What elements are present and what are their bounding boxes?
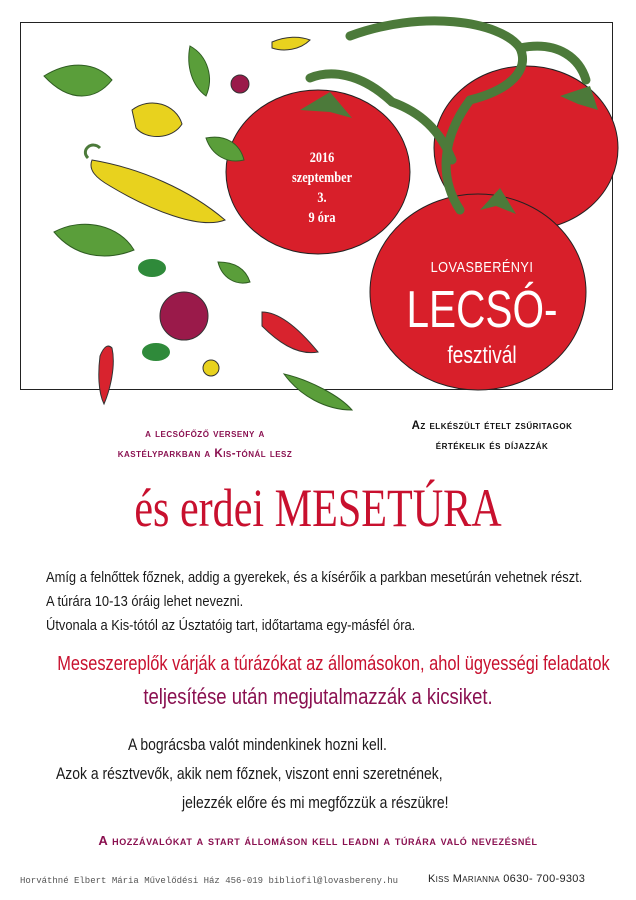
venue-note — [70, 424, 340, 464]
festival-subtitle: fesztivál — [447, 342, 517, 369]
date-time: 9 óra — [308, 210, 336, 226]
event-date — [272, 148, 372, 228]
pepper-icon — [99, 346, 113, 404]
jury-note-line: értékelik és díjazzák — [435, 440, 549, 452]
pepper-icon — [262, 312, 318, 353]
tour-info-line: A túrára 10-13 óráig lehet nevezni. — [46, 593, 244, 610]
cooking-info-line: jelezzék előre és mi megfőzzük a részükre! — [182, 793, 449, 812]
jury-note-line: Az elkészült ételt zsűritagok — [411, 420, 573, 432]
pepper-icon — [85, 145, 225, 223]
cooking-info-line: Azok a résztvevők, akik nem főznek, viszont enni szeretnének, — [56, 764, 443, 783]
pepper-icon — [272, 37, 310, 50]
date-year: 2016 — [309, 150, 335, 166]
jury-note — [366, 416, 618, 456]
footer-phone: Kiss Marianna 0630- 700-9303 — [428, 873, 586, 885]
pepper-icon — [132, 103, 182, 137]
festival-location: LOVASBERÉNYI — [430, 259, 534, 276]
headline: és erdei MESETÚRA — [134, 478, 502, 538]
cooking-info-line: A bográcsba valót mindenkinek hozni kell. — [128, 735, 387, 754]
tour-info-line: Amíg a felnőttek főznek, addig a gyerekek, és a kísérőik a parkban mesetúrán vehetnek részt. — [46, 569, 583, 586]
festival-title: LECSÓ- — [406, 281, 558, 339]
highlight-line-1: Meseszereplők várják a túrázókat az állomásokon, ahol ügyességi feladatok — [57, 653, 610, 675]
pepper-icon — [203, 360, 219, 376]
date-month: szeptember — [291, 170, 353, 186]
date-day: 3. — [317, 190, 327, 206]
venue-note-line: a lecsófőző verseny a — [145, 428, 265, 440]
registration-note: A hozzávalókat a start állomáson kell leadni a túrára való nevezésnél — [98, 833, 538, 848]
highlight-line-2: teljesítése után megjutalmazzák a kicsiket. — [143, 684, 493, 709]
footer-contact: Horváthné Elbert Mária Művelődési Ház 456-019 bibliofil@lovasbereny.hu — [20, 876, 399, 886]
tour-info-line: Útvonala a Kis-tótól az Úsztatóig tart, időtartama egy-másfél óra. — [46, 617, 416, 634]
venue-note-line: kastélyparkban a Kis-tónál lesz — [117, 448, 293, 460]
tour-info — [46, 566, 616, 638]
